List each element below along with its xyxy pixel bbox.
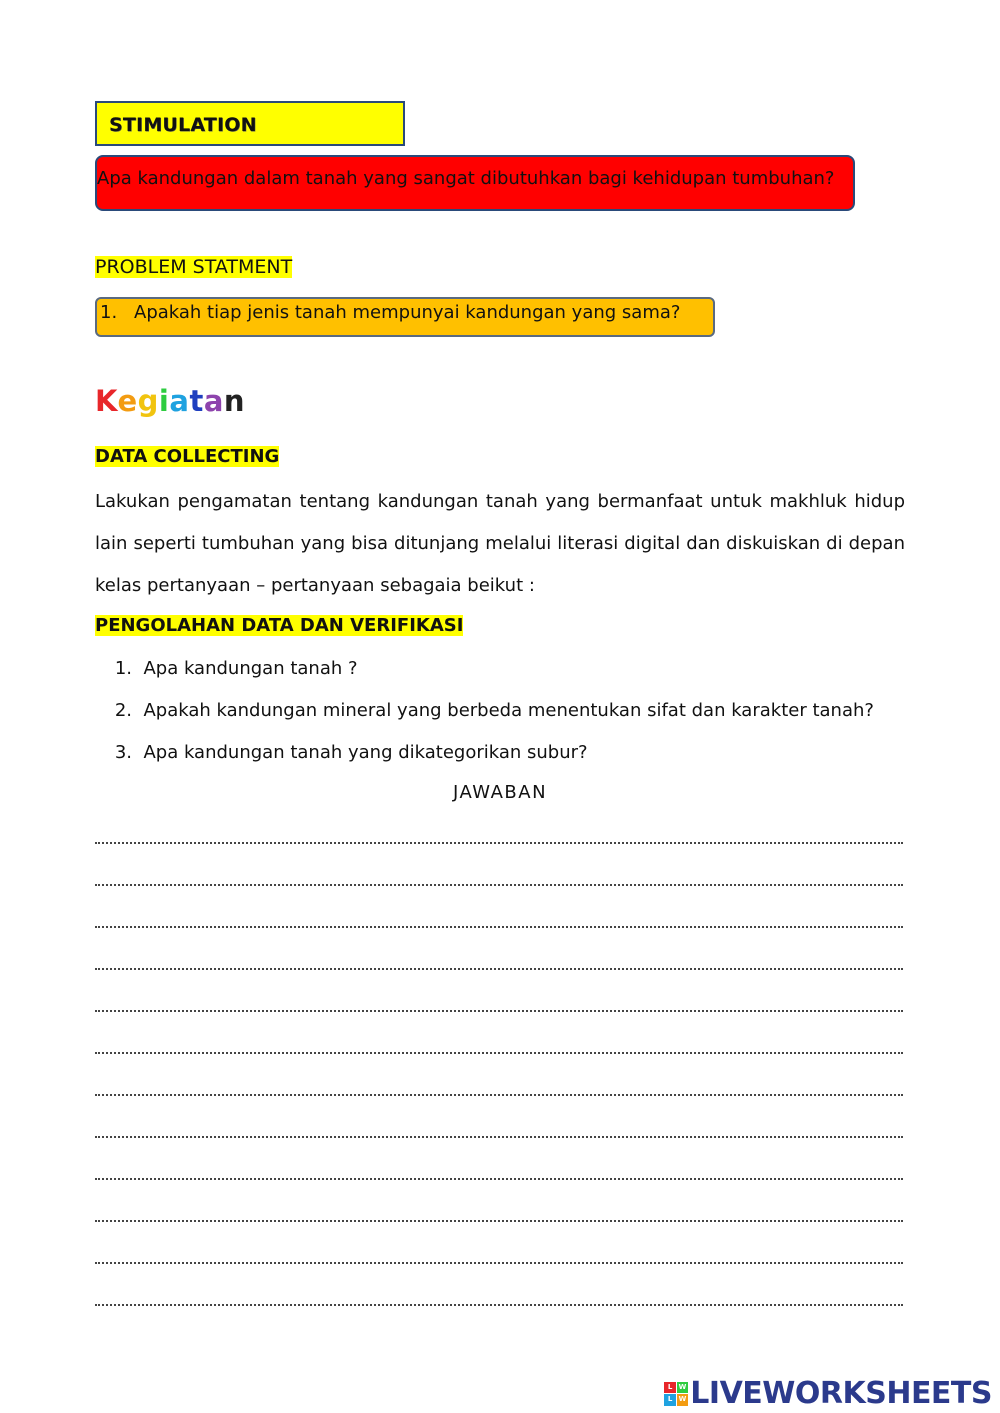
question-number: 3. [114, 742, 132, 763]
answer-line[interactable] [95, 1094, 903, 1096]
question-text: Apakah kandungan mineral yang berbeda menentukan sifat dan karakter tanah? [143, 700, 874, 721]
kegiatan-letter: n [223, 384, 246, 418]
question-text: Apa kandungan tanah ? [143, 658, 358, 679]
liveworksheets-brand: LIVEWORKSHEETS [690, 1376, 992, 1411]
question-item [95, 694, 915, 736]
kegiatan-letter: i [158, 384, 170, 418]
question-list [95, 652, 915, 778]
question-number: 2. [114, 700, 132, 721]
pengolahan-heading: PENGOLAHAN DATA DAN VERIFIKASI [95, 615, 464, 636]
logo-tile: W [677, 1382, 689, 1394]
jawaban-label: JAWABAN [452, 782, 548, 803]
answer-line[interactable] [95, 842, 903, 844]
kegiatan-letter: t [189, 384, 204, 418]
question-number: 1. [114, 658, 132, 679]
problem-item-text: Apakah tiap jenis tanah mempunyai kandungan yang sama? [134, 302, 681, 323]
answer-line[interactable] [95, 1052, 903, 1054]
kegiatan-letter: K [95, 384, 118, 418]
logo-tile: L [664, 1394, 676, 1406]
question-item [95, 736, 915, 778]
data-collecting-paragraph: Lakukan pengamatan tentang kandungan tanah yang bermanfaat untuk makhluk hidup lain seperti tumbuhan yang bisa ditunjang melalui literasi digital dan diskuiskan di depan kelas pertanyaan – pertanyaan sebagaia beikut : [95, 491, 905, 596]
answer-line[interactable] [95, 1262, 903, 1264]
liveworksheets-footer [664, 1376, 992, 1411]
data-collecting-heading: DATA COLLECTING [95, 446, 280, 467]
answer-line[interactable] [95, 926, 903, 928]
answer-line[interactable] [95, 1178, 903, 1180]
problem-item-number: 1. [100, 302, 118, 323]
liveworksheets-logo-icon [664, 1382, 688, 1406]
kegiatan-title [95, 384, 245, 418]
kegiatan-letter: a [203, 384, 224, 418]
answer-line[interactable] [95, 1136, 903, 1138]
stimulation-question: Apa kandungan dalam tanah yang sangat dibutuhkan bagi kehidupan tumbuhan? [95, 155, 855, 211]
answer-line[interactable] [95, 1010, 903, 1012]
answer-line[interactable] [95, 884, 903, 886]
question-item [95, 652, 915, 694]
answer-line[interactable] [95, 968, 903, 970]
kegiatan-letter: e [117, 384, 138, 418]
answer-line[interactable] [95, 1304, 903, 1306]
logo-tile: L [664, 1382, 676, 1394]
answer-line[interactable] [95, 1220, 903, 1222]
question-text: Apa kandungan tanah yang dikategorikan subur? [143, 742, 588, 763]
kegiatan-letter: a [169, 384, 190, 418]
kegiatan-letter: g [137, 384, 159, 418]
problem-statement-box [95, 297, 715, 337]
problem-heading: PROBLEM STATMENT [95, 256, 293, 278]
logo-tile: W [677, 1394, 689, 1406]
stimulation-label: STIMULATION [95, 101, 405, 146]
